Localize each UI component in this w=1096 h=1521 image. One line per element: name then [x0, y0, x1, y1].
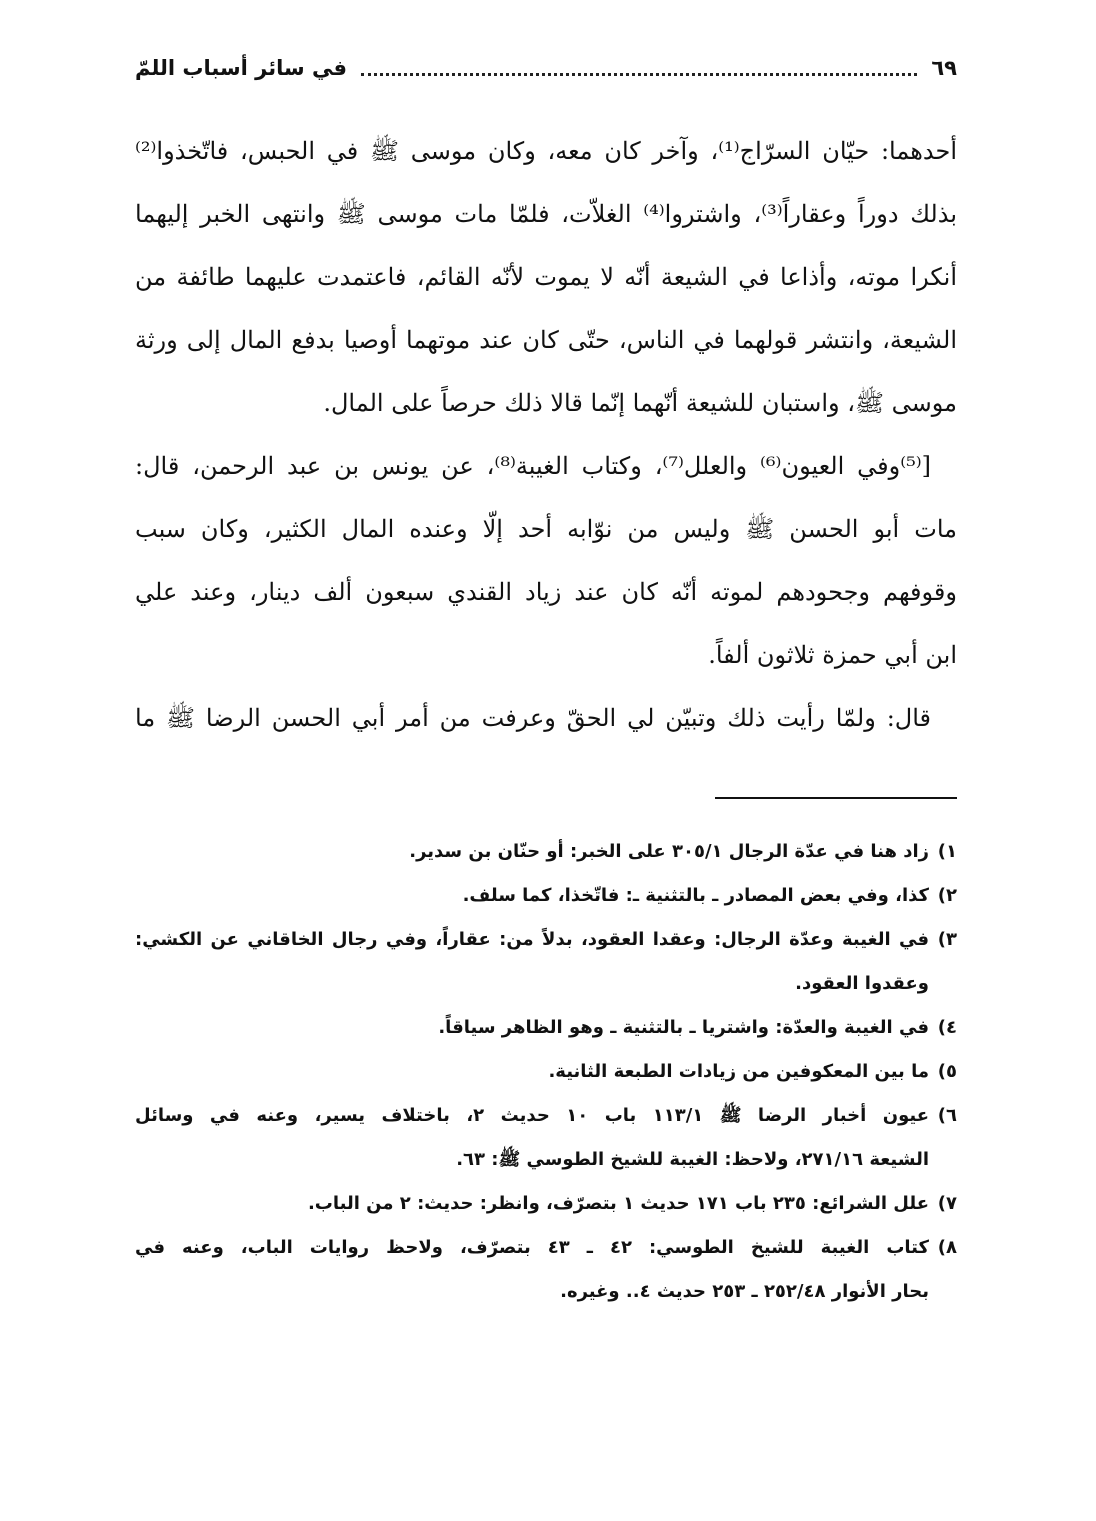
footnote-separator [715, 797, 957, 799]
body-line: مات أبو الحسن ﷺ وليس من نوّابه أحد إلّا وعنده المال الكثير، وكان سبب [135, 515, 957, 543]
footnote-text: علل الشرائع: ٢٣٥ باب ١٧١ حديث ١ بتصرّف، وانظر: حديث: ٢ من الباب. [307, 1193, 929, 1214]
footnote [135, 1050, 957, 1094]
footnote-number: ٨) [937, 1237, 957, 1258]
body-line: قال: ولمّا رأيت ذلك وتبيّن لي الحقّ وعرفت من أمر أبي الحسن الرضا ﷺ ما [135, 704, 931, 732]
running-header [135, 48, 957, 88]
footnote-text: بحار الأنوار ٢٥٢/٤٨ ـ ٢٥٣ حديث ٤.. وغيره. [560, 1281, 929, 1302]
footnote [135, 1182, 957, 1226]
body-line: أنكرا موته، وأذاعا في الشيعة أنّه لا يموت لأنّه القائم، فاعتمدت عليهما طائفة من [135, 263, 957, 291]
footnote-number: ١) [937, 841, 957, 862]
footnote-continuation [135, 1270, 957, 1314]
body-line: الشيعة، وانتشر قولهما في الناس، حتّى كان عند موتهما أوصيا بدفع المال إلى ورثة [135, 326, 957, 354]
footnote [135, 1006, 957, 1050]
footnote [135, 1226, 957, 1270]
footnote [135, 918, 957, 962]
footnote-number: ٣) [937, 929, 957, 950]
body-line: وقوفهم وجحودهم لموته أنّه كان عند زياد القندي سبعون ألف دينار، وعند علي [135, 578, 957, 606]
footnote [135, 1094, 957, 1138]
footnote-text: عيون أخبار الرضا ﷺ ١١٣/١ باب ١٠ حديث ٢، باختلاف يسير، وعنه في وسائل [135, 1105, 930, 1126]
footnote-text: في الغيبة وعدّة الرجال: وعقدا العقود، بدلاً من: عقاراً، وفي رجال الخاقاني عن الكشي: [135, 929, 929, 950]
chapter-title: في سائر أسباب اللمّ [135, 56, 347, 80]
footnote-text: في الغيبة والعدّة: واشتريا ـ بالتثنية ـ وهو الظاهر سياقاً. [438, 1017, 929, 1038]
leader-dots [361, 73, 917, 76]
body-line: موسى ﷺ، واستبان للشيعة أنّهما إنّما قالا ذلك حرصاً على المال. [323, 389, 957, 417]
footnote-text: وعقدوا العقود. [795, 973, 929, 994]
footnotes [135, 830, 957, 1314]
body-line: [⁽⁵⁾وفي العيون⁽⁶⁾ والعلل⁽⁷⁾، وكتاب الغيبة⁽⁸⁾، عن يونس بن عبد الرحمن، قال: [135, 452, 932, 480]
footnote-text: كذا، وفي بعض المصادر ـ بالتثنية ـ: فاتّخذا، كما سلف. [462, 885, 929, 906]
body-line: ابن أبي حمزة ثلاثون ألفاً. [708, 641, 957, 669]
footnote [135, 874, 957, 918]
body-line: بذلك دوراً وعقاراً⁽³⁾، واشتروا⁽⁴⁾ الغلاّت، فلمّا مات موسى ﷺ وانتهى الخبر إليهما [135, 200, 958, 228]
body-line: أحدهما: حيّان السرّاج⁽¹⁾، وآخر كان معه، وكان موسى ﷺ في الحبس، فاتّخذوا⁽²⁾ [135, 137, 957, 165]
footnote-number: ٧) [937, 1193, 957, 1214]
footnote-text: الشيعة ٢٧١/١٦، ولاحظ: الغيبة للشيخ الطوسي ﷺ: ٦٣. [456, 1149, 929, 1170]
main-text [135, 120, 957, 750]
footnote-number: ٢) [937, 885, 957, 906]
footnote-text: ما بين المعكوفين من زيادات الطبعة الثانية. [548, 1061, 929, 1082]
footnote-number: ٤) [937, 1017, 957, 1038]
footnote-text: كتاب الغيبة للشيخ الطوسي: ٤٢ ـ ٤٣ بتصرّف، ولاحظ روايات الباب، وعنه في [135, 1237, 929, 1258]
footnote-continuation [135, 962, 957, 1006]
footnote-number: ٦) [937, 1105, 957, 1126]
footnote [135, 830, 957, 874]
footnote-continuation [135, 1138, 957, 1182]
footnote-number: ٥) [937, 1061, 957, 1082]
footnote-text: زاد هنا في عدّة الرجال ٣٠٥/١ على الخبر: أو حنّان بن سدير. [409, 841, 929, 862]
page-number: ٦٩ [931, 56, 957, 80]
